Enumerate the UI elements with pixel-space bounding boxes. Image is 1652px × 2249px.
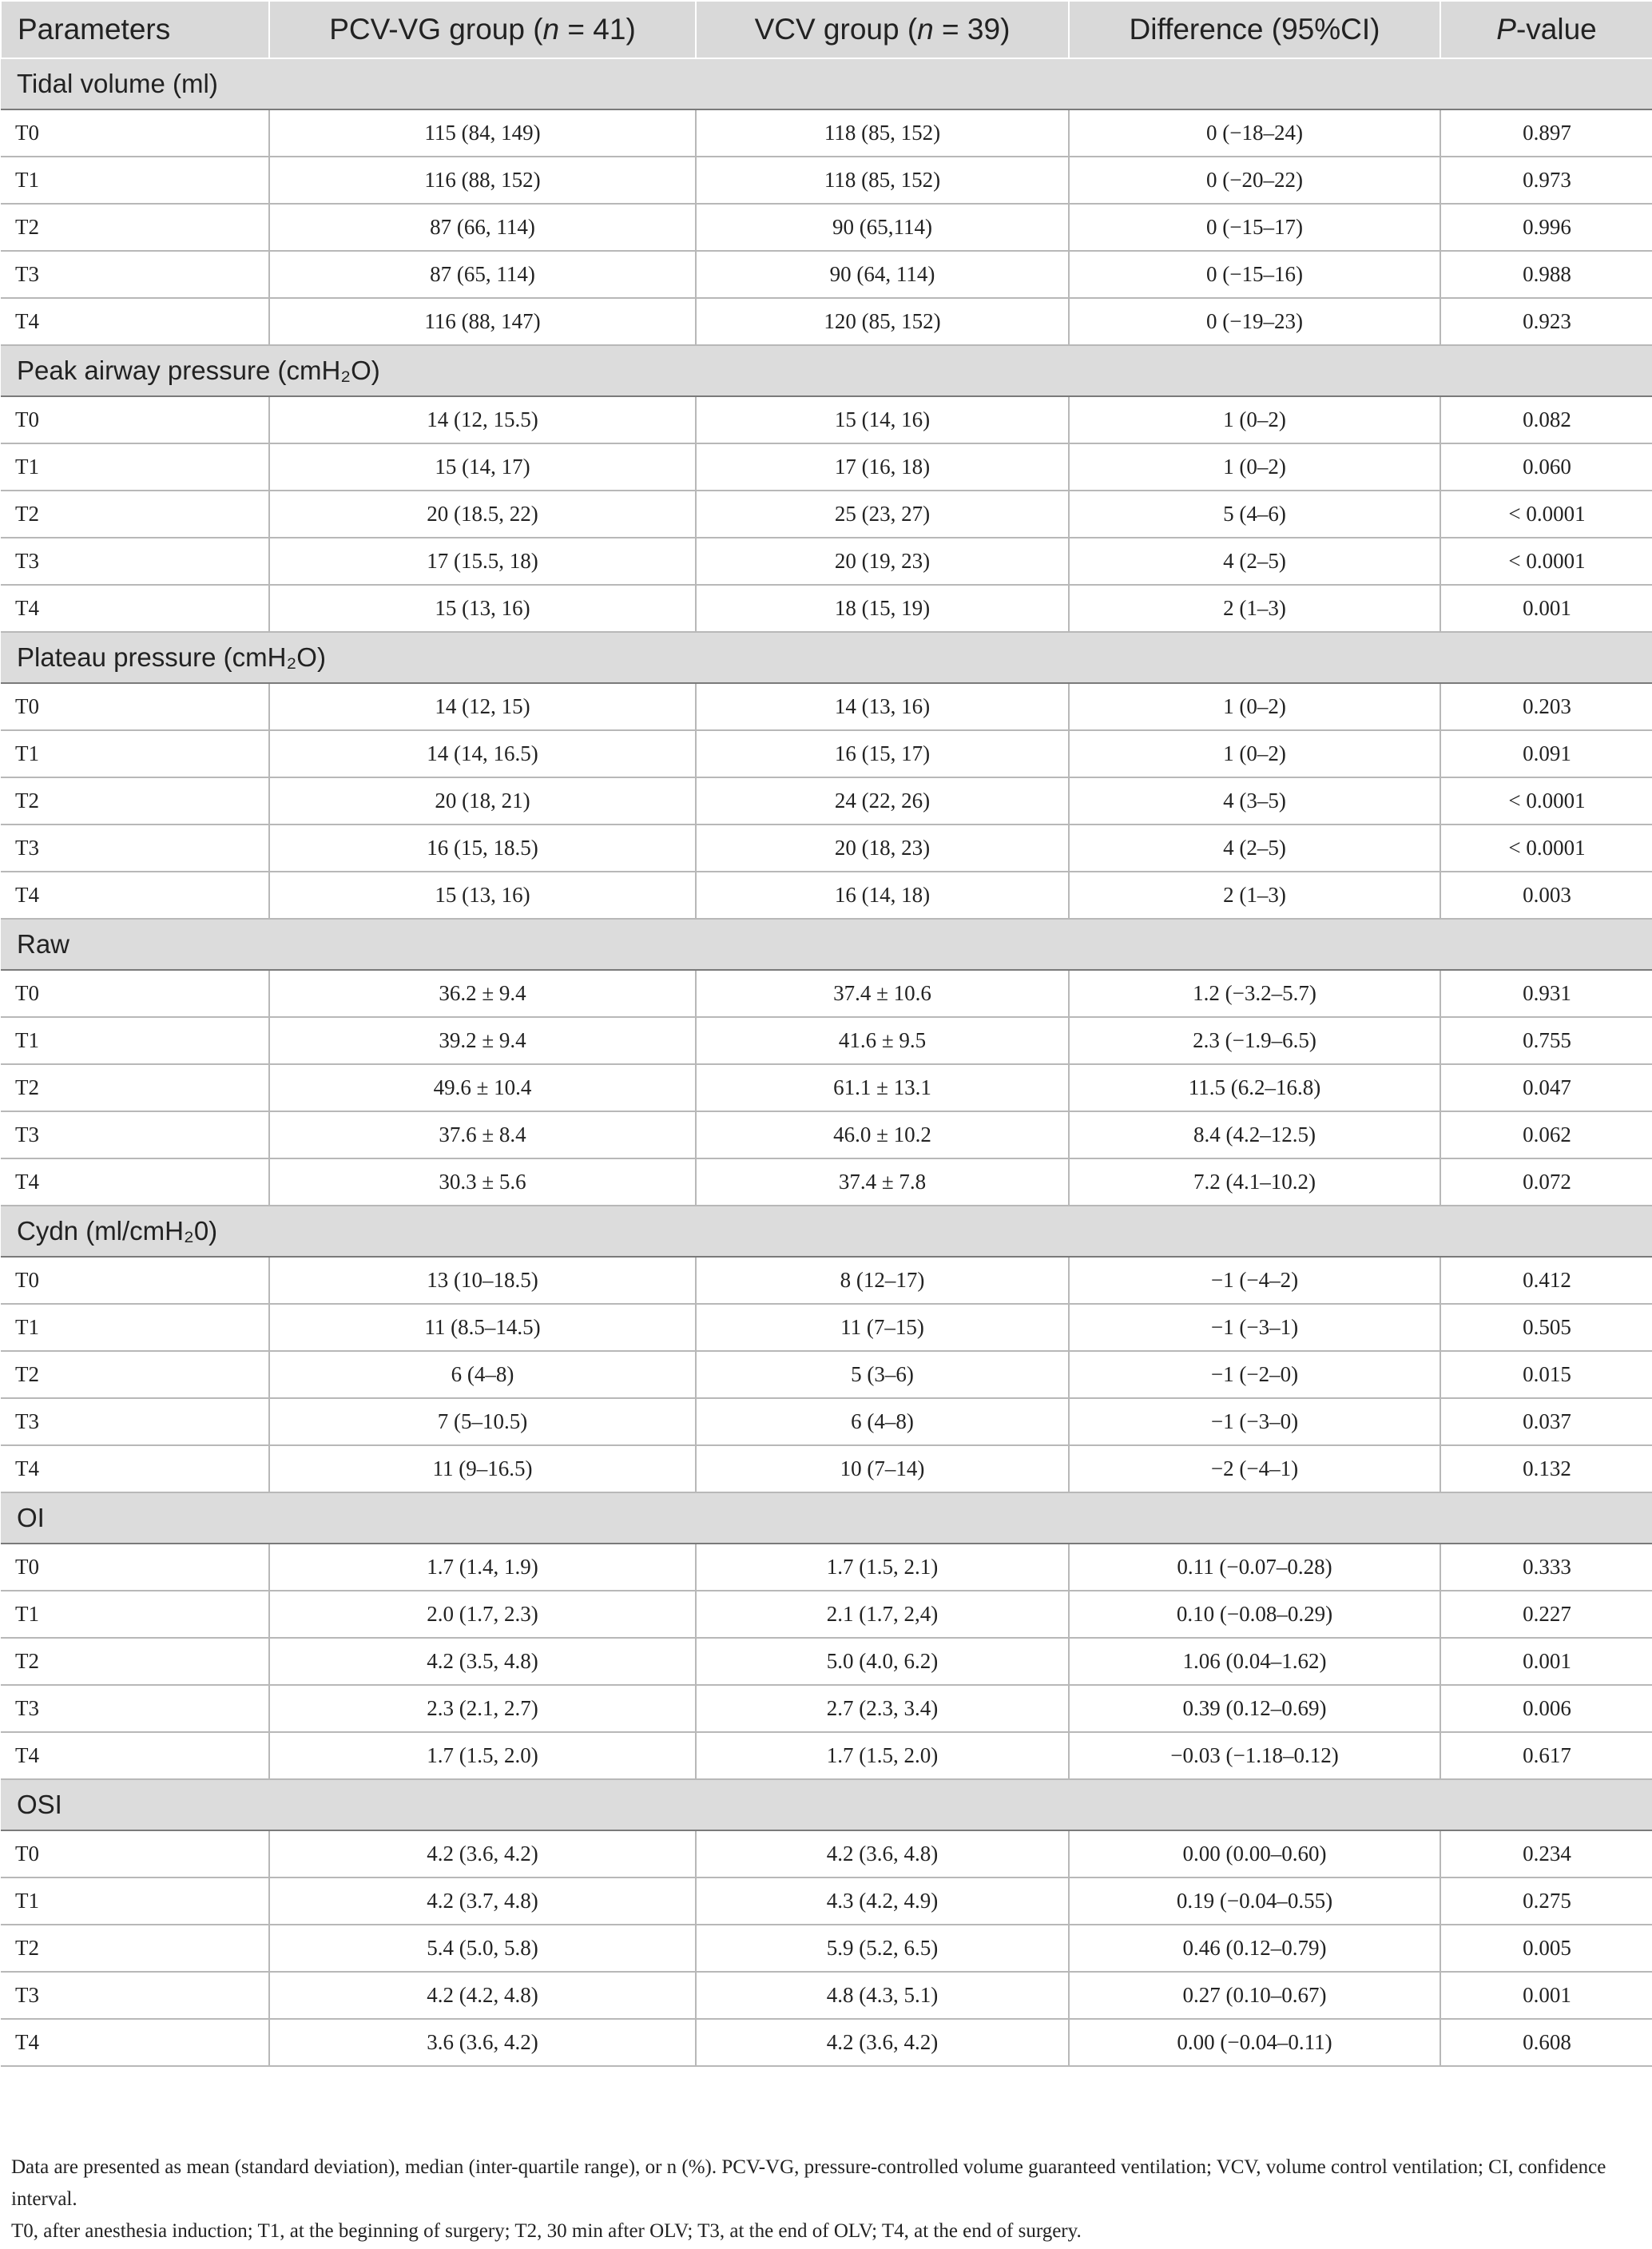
cell-difference: 2 (1–3) (1069, 872, 1440, 919)
cell-p-value: 0.005 (1440, 1925, 1652, 1972)
table-body (1, 58, 1652, 2066)
cell-vcv: 2.7 (2.3, 3.4) (696, 1685, 1069, 1732)
cell-vcv: 5.9 (5.2, 6.5) (696, 1925, 1069, 1972)
cell-difference: 4 (2–5) (1069, 538, 1440, 585)
cell-difference: 0 (−18–24) (1069, 109, 1440, 157)
table-row (1, 585, 1652, 632)
cell-p-value: 0.617 (1440, 1732, 1652, 1779)
table-row (1, 1304, 1652, 1351)
cell-pcv-vg: 1.7 (1.4, 1.9) (269, 1544, 696, 1591)
table-row (1, 970, 1652, 1017)
table-row (1, 1685, 1652, 1732)
cell-difference: 1 (0–2) (1069, 443, 1440, 491)
cell-p-value: 0.060 (1440, 443, 1652, 491)
table-row (1, 1017, 1652, 1064)
table-row (1, 872, 1652, 919)
cell-p-value: 0.996 (1440, 204, 1652, 251)
cell-vcv: 15 (14, 16) (696, 396, 1069, 443)
cell-difference: 1.2 (−3.2–5.7) (1069, 970, 1440, 1017)
table-row (1, 538, 1652, 585)
header-pcv-vg-group: PCV-VG group (n = 41) (269, 1, 696, 58)
cell-timepoint: T4 (1, 298, 269, 345)
section-header-row (1, 1206, 1652, 1257)
cell-pcv-vg: 116 (88, 152) (269, 157, 696, 204)
cell-p-value: 0.755 (1440, 1017, 1652, 1064)
cell-timepoint: T4 (1, 872, 269, 919)
section-title: Peak airway pressure (cmH₂O) (1, 345, 1652, 396)
cell-difference: 0.39 (0.12–0.69) (1069, 1685, 1440, 1732)
cell-timepoint: T0 (1, 683, 269, 730)
cell-p-value: 0.608 (1440, 2019, 1652, 2066)
cell-timepoint: T3 (1, 1972, 269, 2019)
cell-difference: −1 (−4–2) (1069, 1257, 1440, 1304)
cell-p-value: < 0.0001 (1440, 491, 1652, 538)
cell-difference: 0 (−19–23) (1069, 298, 1440, 345)
cell-difference: −0.03 (−1.18–0.12) (1069, 1732, 1440, 1779)
cell-timepoint: T4 (1, 1445, 269, 1492)
cell-vcv: 20 (18, 23) (696, 825, 1069, 872)
cell-difference: 8.4 (4.2–12.5) (1069, 1111, 1440, 1158)
cell-vcv: 90 (64, 114) (696, 251, 1069, 298)
cell-difference: 2.3 (−1.9–6.5) (1069, 1017, 1440, 1064)
cell-difference: 0.00 (0.00–0.60) (1069, 1830, 1440, 1877)
cell-vcv: 10 (7–14) (696, 1445, 1069, 1492)
header-p-value: P-value (1440, 1, 1652, 58)
section-header-row (1, 58, 1652, 109)
cell-pcv-vg: 2.3 (2.1, 2.7) (269, 1685, 696, 1732)
cell-difference: 0.46 (0.12–0.79) (1069, 1925, 1440, 1972)
cell-pcv-vg: 4.2 (4.2, 4.8) (269, 1972, 696, 2019)
cell-pcv-vg: 16 (15, 18.5) (269, 825, 696, 872)
cell-timepoint: T4 (1, 585, 269, 632)
cell-timepoint: T1 (1, 157, 269, 204)
cell-p-value: 0.015 (1440, 1351, 1652, 1398)
cell-timepoint: T2 (1, 204, 269, 251)
cell-pcv-vg: 20 (18, 21) (269, 777, 696, 825)
cell-vcv: 118 (85, 152) (696, 109, 1069, 157)
cell-p-value: 0.003 (1440, 872, 1652, 919)
table-row (1, 1972, 1652, 2019)
cell-timepoint: T3 (1, 538, 269, 585)
cell-timepoint: T4 (1, 2019, 269, 2066)
table-row (1, 777, 1652, 825)
cell-vcv: 20 (19, 23) (696, 538, 1069, 585)
table-row (1, 157, 1652, 204)
table-row (1, 204, 1652, 251)
cell-pcv-vg: 11 (8.5–14.5) (269, 1304, 696, 1351)
cell-difference: 0 (−20–22) (1069, 157, 1440, 204)
cell-p-value: 0.973 (1440, 157, 1652, 204)
cell-timepoint: T0 (1, 1830, 269, 1877)
cell-difference: 1.06 (0.04–1.62) (1069, 1638, 1440, 1685)
cell-p-value: 0.001 (1440, 585, 1652, 632)
section-header-row (1, 1492, 1652, 1544)
cell-pcv-vg: 14 (14, 16.5) (269, 730, 696, 777)
cell-p-value: 0.006 (1440, 1685, 1652, 1732)
cell-vcv: 90 (65,114) (696, 204, 1069, 251)
cell-p-value: < 0.0001 (1440, 538, 1652, 585)
cell-timepoint: T0 (1, 1257, 269, 1304)
cell-difference: 1 (0–2) (1069, 396, 1440, 443)
cell-difference: 0.11 (−0.07–0.28) (1069, 1544, 1440, 1591)
cell-pcv-vg: 4.2 (3.7, 4.8) (269, 1877, 696, 1925)
cell-vcv: 1.7 (1.5, 2.0) (696, 1732, 1069, 1779)
cell-timepoint: T0 (1, 970, 269, 1017)
section-title: OI (1, 1492, 1652, 1544)
cell-timepoint: T1 (1, 443, 269, 491)
cell-timepoint: T3 (1, 1398, 269, 1445)
table-row (1, 1257, 1652, 1304)
table-footnotes (0, 2152, 1652, 2247)
cell-pcv-vg: 15 (13, 16) (269, 872, 696, 919)
section-title: OSI (1, 1779, 1652, 1830)
cell-vcv: 41.6 ± 9.5 (696, 1017, 1069, 1064)
table-row (1, 1111, 1652, 1158)
table-row (1, 1830, 1652, 1877)
cell-difference: 0.27 (0.10–0.67) (1069, 1972, 1440, 2019)
table-row (1, 1732, 1652, 1779)
table-row (1, 1925, 1652, 1972)
cell-timepoint: T0 (1, 396, 269, 443)
cell-difference: 11.5 (6.2–16.8) (1069, 1064, 1440, 1111)
cell-vcv: 118 (85, 152) (696, 157, 1069, 204)
cell-difference: 4 (2–5) (1069, 825, 1440, 872)
cell-difference: 1 (0–2) (1069, 683, 1440, 730)
cell-vcv: 16 (15, 17) (696, 730, 1069, 777)
cell-p-value: 0.203 (1440, 683, 1652, 730)
cell-timepoint: T2 (1, 1638, 269, 1685)
header-parameters: Parameters (1, 1, 269, 58)
cell-pcv-vg: 87 (65, 114) (269, 251, 696, 298)
cell-vcv: 24 (22, 26) (696, 777, 1069, 825)
cell-pcv-vg: 15 (14, 17) (269, 443, 696, 491)
cell-p-value: 0.923 (1440, 298, 1652, 345)
cell-pcv-vg: 30.3 ± 5.6 (269, 1158, 696, 1206)
table-row (1, 1398, 1652, 1445)
table-row (1, 1158, 1652, 1206)
cell-pcv-vg: 15 (13, 16) (269, 585, 696, 632)
cell-p-value: < 0.0001 (1440, 777, 1652, 825)
cell-vcv: 61.1 ± 13.1 (696, 1064, 1069, 1111)
table-row (1, 396, 1652, 443)
cell-p-value: 0.275 (1440, 1877, 1652, 1925)
cell-timepoint: T0 (1, 109, 269, 157)
cell-difference: 0.00 (−0.04–0.11) (1069, 2019, 1440, 2066)
cell-pcv-vg: 3.6 (3.6, 4.2) (269, 2019, 696, 2066)
cell-vcv: 5 (3–6) (696, 1351, 1069, 1398)
cell-difference: 4 (3–5) (1069, 777, 1440, 825)
table-row (1, 1064, 1652, 1111)
cell-vcv: 6 (4–8) (696, 1398, 1069, 1445)
cell-timepoint: T3 (1, 1111, 269, 1158)
section-header-row (1, 345, 1652, 396)
cell-pcv-vg: 2.0 (1.7, 2.3) (269, 1591, 696, 1638)
cell-p-value: 0.001 (1440, 1972, 1652, 2019)
cell-difference: 0.10 (−0.08–0.29) (1069, 1591, 1440, 1638)
cell-p-value: 0.082 (1440, 396, 1652, 443)
table-row (1, 251, 1652, 298)
cell-difference: 7.2 (4.1–10.2) (1069, 1158, 1440, 1206)
cell-vcv: 17 (16, 18) (696, 443, 1069, 491)
cell-pcv-vg: 6 (4–8) (269, 1351, 696, 1398)
cell-difference: 5 (4–6) (1069, 491, 1440, 538)
cell-timepoint: T2 (1, 1925, 269, 1972)
section-header-row (1, 632, 1652, 683)
table-row (1, 491, 1652, 538)
cell-p-value: 0.062 (1440, 1111, 1652, 1158)
cell-pcv-vg: 14 (12, 15) (269, 683, 696, 730)
cell-p-value: 0.091 (1440, 730, 1652, 777)
cell-timepoint: T1 (1, 1591, 269, 1638)
cell-vcv: 16 (14, 18) (696, 872, 1069, 919)
cell-timepoint: T0 (1, 1544, 269, 1591)
cell-vcv: 11 (7–15) (696, 1304, 1069, 1351)
cell-pcv-vg: 7 (5–10.5) (269, 1398, 696, 1445)
table-row (1, 443, 1652, 491)
cell-timepoint: T1 (1, 730, 269, 777)
section-title: Plateau pressure (cmH₂O) (1, 632, 1652, 683)
cell-pcv-vg: 17 (15.5, 18) (269, 538, 696, 585)
section-title: Cydn (ml/cmH₂0) (1, 1206, 1652, 1257)
cell-difference: −1 (−3–1) (1069, 1304, 1440, 1351)
cell-pcv-vg: 36.2 ± 9.4 (269, 970, 696, 1017)
cell-vcv: 2.1 (1.7, 2,4) (696, 1591, 1069, 1638)
cell-p-value: 0.897 (1440, 109, 1652, 157)
cell-p-value: 0.333 (1440, 1544, 1652, 1591)
table-row (1, 1638, 1652, 1685)
cell-timepoint: T2 (1, 491, 269, 538)
cell-p-value: 0.412 (1440, 1257, 1652, 1304)
cell-p-value: 0.931 (1440, 970, 1652, 1017)
cell-pcv-vg: 116 (88, 147) (269, 298, 696, 345)
cell-pcv-vg: 5.4 (5.0, 5.8) (269, 1925, 696, 1972)
cell-timepoint: T4 (1, 1158, 269, 1206)
cell-vcv: 18 (15, 19) (696, 585, 1069, 632)
table-row (1, 2019, 1652, 2066)
cell-timepoint: T3 (1, 825, 269, 872)
cell-pcv-vg: 87 (66, 114) (269, 204, 696, 251)
cell-pcv-vg: 4.2 (3.5, 4.8) (269, 1638, 696, 1685)
cell-pcv-vg: 1.7 (1.5, 2.0) (269, 1732, 696, 1779)
cell-difference: −2 (−4–1) (1069, 1445, 1440, 1492)
cell-vcv: 1.7 (1.5, 2.1) (696, 1544, 1069, 1591)
cell-p-value: 0.234 (1440, 1830, 1652, 1877)
cell-vcv: 4.8 (4.3, 5.1) (696, 1972, 1069, 2019)
cell-vcv: 37.4 ± 7.8 (696, 1158, 1069, 1206)
cell-p-value: < 0.0001 (1440, 825, 1652, 872)
cell-pcv-vg: 4.2 (3.6, 4.2) (269, 1830, 696, 1877)
cell-pcv-vg: 49.6 ± 10.4 (269, 1064, 696, 1111)
cell-difference: −1 (−2–0) (1069, 1351, 1440, 1398)
header-vcv-group: VCV group (n = 39) (696, 1, 1069, 58)
cell-timepoint: T3 (1, 1685, 269, 1732)
table-row (1, 298, 1652, 345)
cell-p-value: 0.505 (1440, 1304, 1652, 1351)
table-row (1, 1445, 1652, 1492)
cell-pcv-vg: 13 (10–18.5) (269, 1257, 696, 1304)
cell-difference: −1 (−3–0) (1069, 1398, 1440, 1445)
table-row (1, 683, 1652, 730)
cell-p-value: 0.227 (1440, 1591, 1652, 1638)
table-row (1, 1351, 1652, 1398)
cell-timepoint: T3 (1, 251, 269, 298)
table-row (1, 1591, 1652, 1638)
cell-timepoint: T1 (1, 1877, 269, 1925)
footnote-abbreviations: Data are presented as mean (standard deviation), median (inter-quartile range), or n (%). PCV-VG, pressure-controlled volume guaranteed ventilation; VCV, volume control ventilation; CI, confidence interval. (11, 2156, 1606, 2210)
cell-difference: 1 (0–2) (1069, 730, 1440, 777)
header-difference: Difference (95%CI) (1069, 1, 1440, 58)
cell-vcv: 4.2 (3.6, 4.8) (696, 1830, 1069, 1877)
cell-difference: 0 (−15–16) (1069, 251, 1440, 298)
cell-p-value: 0.988 (1440, 251, 1652, 298)
cell-pcv-vg: 39.2 ± 9.4 (269, 1017, 696, 1064)
cell-pcv-vg: 20 (18.5, 22) (269, 491, 696, 538)
cell-pcv-vg: 11 (9–16.5) (269, 1445, 696, 1492)
cell-p-value: 0.072 (1440, 1158, 1652, 1206)
cell-timepoint: T2 (1, 1351, 269, 1398)
cell-vcv: 46.0 ± 10.2 (696, 1111, 1069, 1158)
cell-difference: 2 (1–3) (1069, 585, 1440, 632)
table-row (1, 730, 1652, 777)
cell-timepoint: T1 (1, 1304, 269, 1351)
section-title: Raw (1, 919, 1652, 970)
cell-timepoint: T4 (1, 1732, 269, 1779)
cell-vcv: 14 (13, 16) (696, 683, 1069, 730)
cell-pcv-vg: 115 (84, 149) (269, 109, 696, 157)
cell-vcv: 120 (85, 152) (696, 298, 1069, 345)
cell-vcv: 8 (12–17) (696, 1257, 1069, 1304)
table-row (1, 109, 1652, 157)
cell-vcv: 4.2 (3.6, 4.2) (696, 2019, 1069, 2066)
cell-difference: 0 (−15–17) (1069, 204, 1440, 251)
cell-vcv: 37.4 ± 10.6 (696, 970, 1069, 1017)
footnote-timepoints: T0, after anesthesia induction; T1, at the beginning of surgery; T2, 30 min after OLV; T3, at the end of OLV; T4, at the end of surgery. (11, 2220, 1082, 2242)
cell-difference: 0.19 (−0.04–0.55) (1069, 1877, 1440, 1925)
section-header-row (1, 919, 1652, 970)
cell-p-value: 0.047 (1440, 1064, 1652, 1111)
cell-vcv: 5.0 (4.0, 6.2) (696, 1638, 1069, 1685)
section-title: Tidal volume (ml) (1, 58, 1652, 109)
table-row (1, 825, 1652, 872)
cell-pcv-vg: 37.6 ± 8.4 (269, 1111, 696, 1158)
cell-timepoint: T1 (1, 1017, 269, 1064)
table-row (1, 1877, 1652, 1925)
cell-p-value: 0.132 (1440, 1445, 1652, 1492)
table-row (1, 1544, 1652, 1591)
cell-timepoint: T2 (1, 777, 269, 825)
cell-p-value: 0.037 (1440, 1398, 1652, 1445)
cell-p-value: 0.001 (1440, 1638, 1652, 1685)
section-header-row (1, 1779, 1652, 1830)
table-header (1, 1, 1652, 58)
cell-pcv-vg: 14 (12, 15.5) (269, 396, 696, 443)
cell-vcv: 25 (23, 27) (696, 491, 1069, 538)
cell-timepoint: T2 (1, 1064, 269, 1111)
cell-vcv: 4.3 (4.2, 4.9) (696, 1877, 1069, 1925)
